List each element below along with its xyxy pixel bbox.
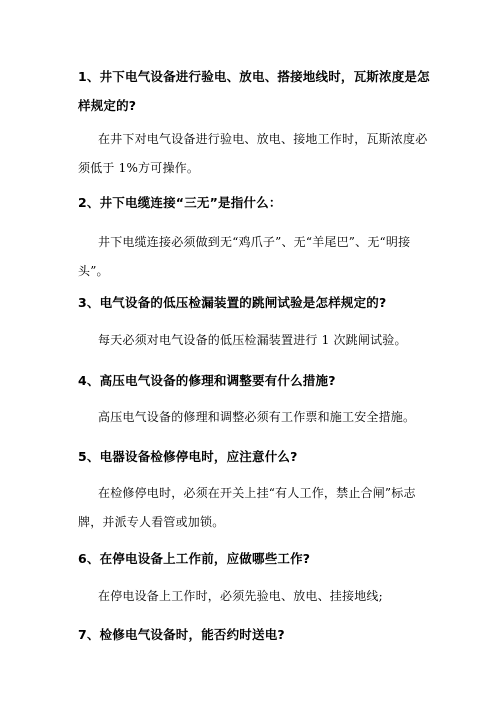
answer-3: 每天必须对电气设备的低压检漏装置进行 1 次跳闸试验。: [98, 333, 407, 347]
question-4: 4、高压电气设备的修理和调整要有什么措施?: [78, 373, 336, 388]
question-1: 1、井下电气设备进行验电、放电、搭接地线时，瓦斯浓度是怎样规定的?: [78, 69, 430, 113]
question-2: 2、井下电缆连接“三无”是指什么：: [78, 195, 282, 210]
question-3: 3、电气设备的低压检漏装置的跳闸试验是怎样规定的?: [78, 295, 387, 310]
answer-6: 在停电设备上工作时，必须先验电、放电、挂接地线;: [98, 589, 383, 603]
question-6: 6、在停电设备上工作前，应做哪些工作?: [78, 551, 311, 566]
question-5: 5、电器设备检修停电时，应注意什么?: [78, 449, 298, 464]
answer-5: 在检修停电时，必须在开关上挂“有人工作，禁止合闸”标志牌，并派专人看管或加锁。: [78, 486, 416, 529]
question-7: 7、检修电气设备时，能否约时送电?: [78, 627, 285, 642]
answer-2: 井下电缆连接必须做到无“鸡爪子”、无“羊尾巴”、无“明接头”。: [78, 235, 411, 278]
answer-1: 在井下对电气设备进行验电、放电、接地工作时，瓦斯浓度必须低于 1%方可操作。: [78, 132, 428, 175]
answer-4: 高压电气设备的修理和调整必须有工作票和施工安全措施。: [98, 410, 416, 424]
